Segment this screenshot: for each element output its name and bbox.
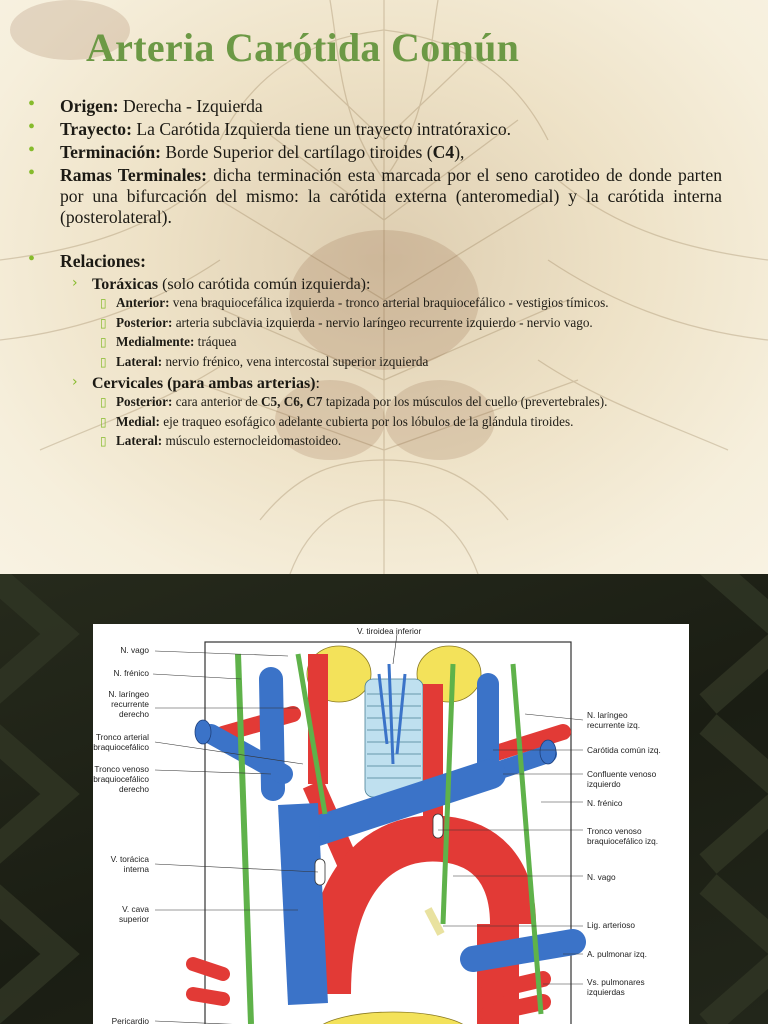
cervicales-items (92, 395, 722, 449)
bullet-bold-value: C4 (432, 142, 455, 162)
figure-label-left: N. laríngeo recurrente derecho (108, 689, 149, 719)
bullet-text: dicha terminación esta marcada por el seno carotideo de donde parten por una bifurcación del mismo: la carótida externa (anteromedial) y la carótida interna (posterolateral). (60, 165, 722, 227)
list-item (92, 355, 722, 370)
bullet-dot-icon: • (28, 162, 36, 184)
item-label: Medial: (116, 413, 160, 429)
item-label: Medialmente: (116, 334, 195, 349)
list-item (92, 316, 722, 331)
figure-label-left: N. frénico (113, 668, 149, 678)
figure-label-right: N. vago (587, 872, 616, 882)
bullet-origen (28, 93, 722, 117)
item-label: Lateral: (116, 433, 163, 448)
checkbox-bullet-icon: ▯ (100, 414, 107, 429)
bullet-text: La Carótida Izquierda tiene un trayecto intratóraxico. (131, 119, 512, 139)
bullet-trayecto (28, 116, 722, 140)
main-bullet-list (28, 93, 722, 454)
figure-label-left: Pericardio (111, 1016, 149, 1024)
item-tail: tapizada por los músculos del cuello (prevertebrales). (322, 394, 608, 409)
checkbox-bullet-icon: ▯ (100, 315, 107, 330)
relaciones-sublist (60, 275, 722, 449)
sub-bullet-label: Toráxicas (92, 276, 159, 293)
figure-label-left: Tronco arterial braquiocefálico (93, 732, 149, 752)
sub-bullet-toraxicas (60, 275, 722, 369)
figure-label-left: N. vago (120, 645, 149, 655)
item-text: cara anterior de (172, 394, 261, 409)
sub-bullet-text: (solo carótida común izquierda): (158, 276, 371, 293)
figure-label-left: Tronco venoso braquiocefálico derecho (93, 764, 149, 794)
bullet-text: Derecha - Izquierda (118, 96, 263, 116)
anatomy-figure (93, 624, 689, 1024)
bullet-dot-icon: • (28, 116, 36, 138)
list-item (92, 434, 722, 449)
toraxicas-items (92, 296, 722, 369)
item-text: tráquea (194, 334, 237, 349)
list-item (92, 415, 722, 430)
slide-2 (0, 574, 768, 1024)
mediastinum-illustration (93, 624, 689, 1024)
item-label: Lateral: (116, 353, 163, 369)
bullet-tail: ), (454, 142, 465, 162)
item-label: Anterior: (116, 295, 170, 310)
item-text: vena braquiocefálica izquierda - tronco arterial braquiocefálico - vestigios tímicos. (169, 295, 609, 310)
bullet-text: Borde Superior del cartílago tiroides ( (161, 142, 433, 162)
figure-label-right: Carótida común izq. (587, 745, 661, 755)
sub-bullet-cervicales (60, 374, 722, 449)
bullet-terminacion (28, 139, 722, 163)
item-label: Posterior: (116, 394, 173, 409)
chevron-right-icon: › (72, 275, 78, 291)
figure-label-right: Vs. pulmonares izquierdas (587, 977, 645, 997)
bullet-dot-icon: • (28, 93, 36, 115)
bullet-dot-icon: • (28, 248, 36, 270)
list-item (92, 335, 722, 350)
item-text: arteria subclavia izquierda - nervio laríngeo recurrente izquierdo - nervio vago. (172, 314, 593, 330)
checkbox-bullet-icon: ▯ (100, 395, 107, 409)
bullet-label: Trayecto: (60, 119, 132, 139)
figure-label-right: N. frénico (587, 798, 623, 808)
item-label: Posterior: (116, 314, 173, 330)
item-text: eje traqueo esofágico adelante cubierta por los lóbulos de la glándula tiroides. (159, 413, 574, 429)
bullet-label: Relaciones: (60, 251, 146, 271)
figure-label-right: N. laríngeo recurrente izq. (587, 710, 641, 730)
item-text: músculo esternocleidomastoideo. (162, 433, 342, 448)
slide-title: Arteria Carótida Común (86, 25, 520, 70)
figure-label-right: Tronco venoso braquiocefálico izq. (587, 826, 659, 846)
sub-bullet-text: : (315, 375, 320, 392)
checkbox-bullet-icon: ▯ (100, 354, 107, 369)
chevron-right-icon: › (72, 374, 78, 390)
item-bold-value: C5, C6, C7 (260, 394, 323, 409)
bullet-dot-icon: • (28, 139, 36, 161)
list-item (92, 395, 722, 410)
figure-label-right: Lig. arterioso (587, 920, 635, 930)
checkbox-bullet-icon: ▯ (100, 434, 107, 448)
bullet-relaciones (28, 248, 722, 449)
bullet-label: Origen: (60, 96, 119, 116)
checkbox-bullet-icon: ▯ (100, 335, 107, 349)
bullet-ramas-terminales (28, 162, 722, 228)
bullet-label: Ramas Terminales: (60, 165, 207, 185)
list-item (92, 296, 722, 311)
item-text: nervio frénico, vena intercostal superior izquierda (162, 353, 429, 369)
checkbox-bullet-icon: ▯ (100, 296, 107, 310)
figure-label-left: V. cava superior (119, 904, 149, 924)
bullet-label: Terminación: (60, 142, 162, 162)
figure-label-right: Confluente venoso izquierdo (587, 769, 657, 789)
sub-bullet-label: Cervicales (para ambas arterias) (92, 375, 316, 392)
figure-label-left: V. torácica interna (110, 854, 149, 874)
figure-label-right: A. pulmonar izq. (587, 949, 647, 959)
figure-label-top: V. tiroidea inferior (357, 626, 422, 636)
